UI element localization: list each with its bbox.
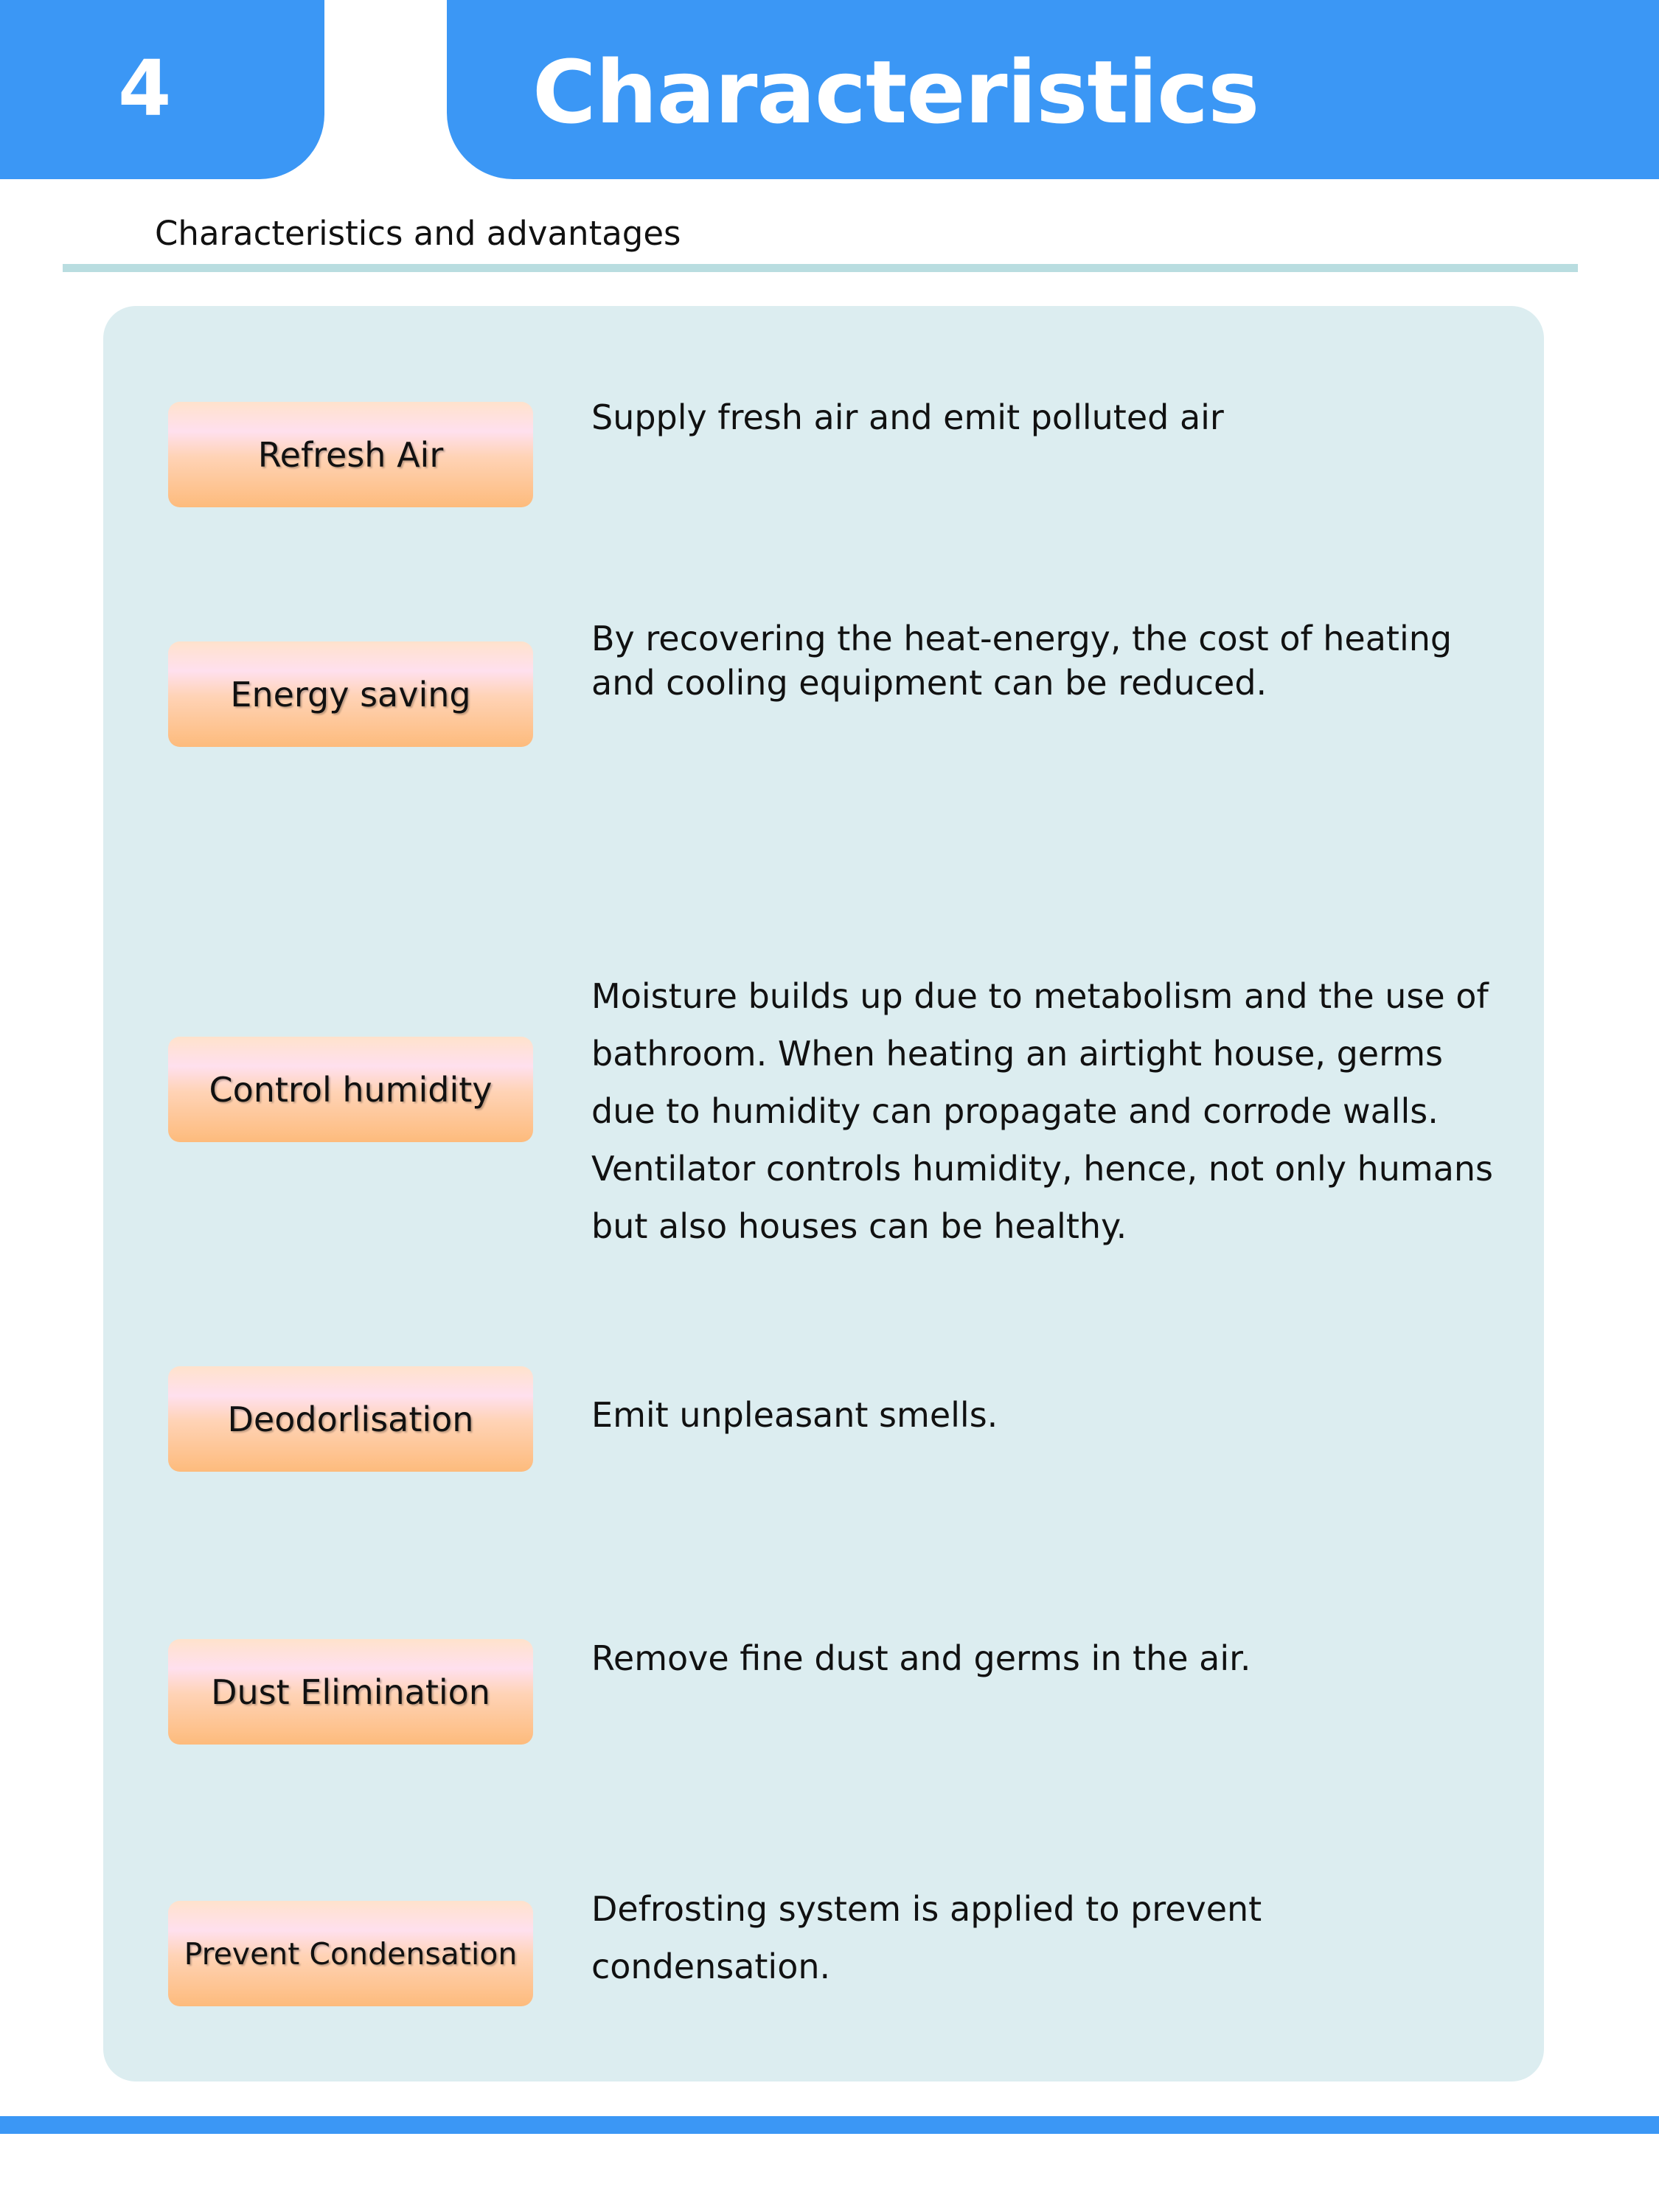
feature-description-refresh-air: Supply fresh air and emit polluted air (591, 397, 1224, 437)
feature-label-control-humidity (168, 1037, 533, 1142)
feature-label-dust-elimination (168, 1639, 533, 1745)
feature-label-text: Refresh Air (257, 434, 444, 475)
section-divider (63, 264, 1578, 272)
feature-description-energy-saving: By recovering the heat-energy, the cost of heating and cooling equipment can be reduced. (591, 619, 1453, 703)
feature-description-dust-elimination: Remove fine dust and germs in the air. (591, 1638, 1251, 1678)
section-heading: Characteristics and advantages (155, 214, 681, 253)
feature-label-text: Energy saving (230, 674, 471, 714)
feature-description-deodorlisation: Emit unpleasant smells. (591, 1395, 998, 1435)
chapter-title-tab (447, 0, 1659, 179)
footer-bar (0, 2116, 1659, 2134)
page-title: Characteristics (532, 41, 1259, 143)
feature-label-energy-saving (168, 641, 533, 747)
feature-label-deodorlisation (168, 1366, 533, 1472)
feature-label-refresh-air (168, 402, 533, 507)
feature-description-prevent-condensation: Defrosting system is applied to prevent condensation. (591, 1889, 1262, 1986)
feature-label-text: Prevent Condensation (184, 1935, 518, 1972)
feature-label-prevent-condensation (168, 1901, 533, 2006)
feature-label-text: Dust Elimination (211, 1672, 490, 1712)
chapter-number-tab (0, 0, 324, 179)
chapter-number: 4 (118, 44, 172, 133)
feature-label-text: Control humidity (209, 1069, 493, 1110)
feature-description-control-humidity: Moisture builds up due to metabolism and the use of bathroom. When heating an airtight house, germs due to humidity can propagate and corrode walls. Ventilator controls humidity, hence, not only humans but also houses can be healthy. (591, 976, 1494, 1246)
feature-label-text: Deodorlisation (227, 1399, 474, 1439)
